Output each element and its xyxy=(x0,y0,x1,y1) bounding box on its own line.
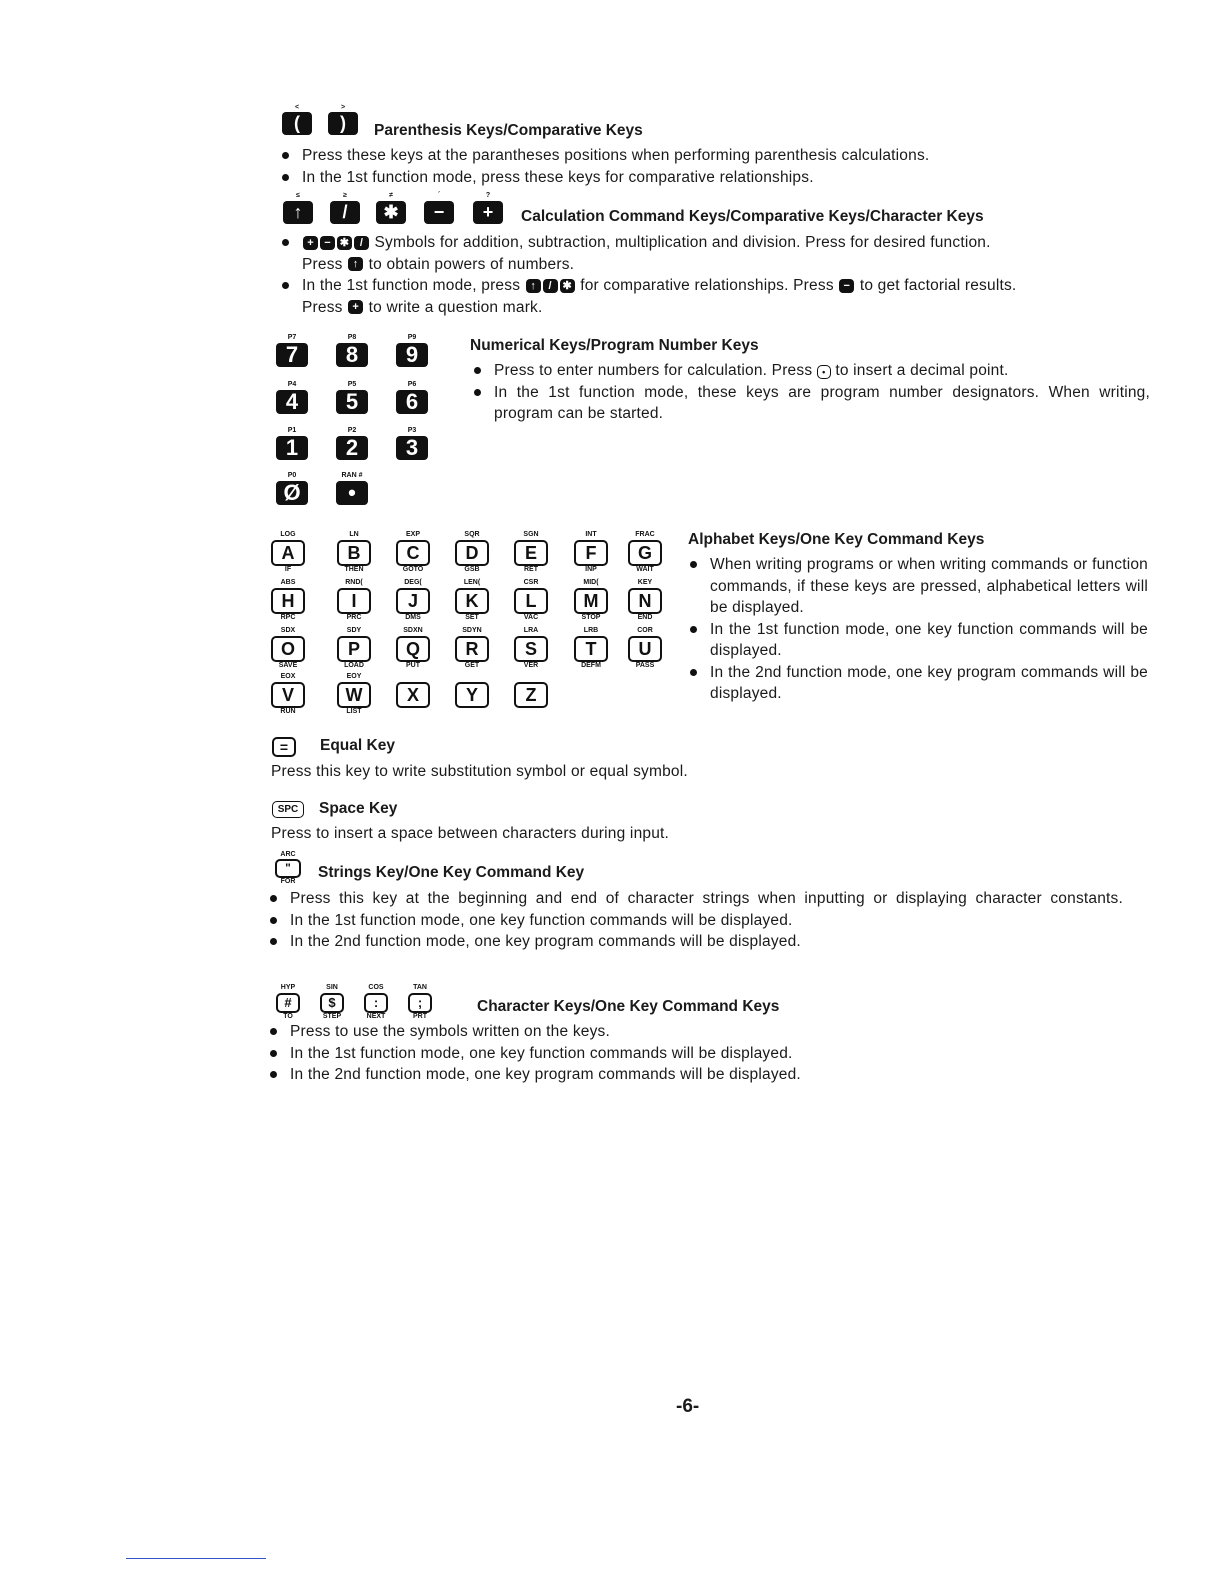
key-upper-label: P2 xyxy=(347,427,357,434)
equal-title: Equal Key xyxy=(320,737,395,754)
char-key-group xyxy=(404,984,436,1022)
ne-key-icon: ✱ xyxy=(560,279,575,293)
key-upper-label: LN xyxy=(349,531,359,538)
number-key-3: 3 xyxy=(396,436,428,460)
letter-key-b: B xyxy=(337,540,371,566)
char-key: # xyxy=(276,993,300,1013)
number-key-1-group xyxy=(275,427,309,460)
number-key-•: • xyxy=(336,481,368,505)
key-upper-label: SDY xyxy=(346,627,362,634)
key-upper-label xyxy=(452,673,492,682)
letter-key-z: Z xyxy=(514,682,548,708)
paren-title: Parenthesis Keys/Comparative Keys xyxy=(374,122,643,139)
key-lower-label: DEFM xyxy=(581,662,601,669)
letter-key-h-group xyxy=(268,579,308,623)
key-lower-label: LOAD xyxy=(344,662,364,669)
letter-key-q-group xyxy=(393,627,433,671)
letter-key-c-group xyxy=(393,531,433,575)
number-key-3-group xyxy=(395,427,429,460)
key-upper-label: P1 xyxy=(287,427,297,434)
bullet: Press to use the symbols written on the keys. xyxy=(268,1021,1148,1043)
multiply-key-icon: ✱ xyxy=(337,236,352,250)
bullet-text: to get factorial results. xyxy=(859,277,1017,294)
char-key-group xyxy=(316,984,348,1022)
char-key: $ xyxy=(320,993,344,1013)
letter-key-g-group xyxy=(625,531,665,575)
letter-key-d-group xyxy=(452,531,492,575)
bullet-text: for comparative relationships. Press xyxy=(580,277,834,294)
letter-key-n: N xyxy=(628,588,662,614)
open-paren-key: ( xyxy=(282,112,312,135)
space-key: SPC xyxy=(272,801,304,818)
key-upper-label: LRA xyxy=(523,627,539,634)
letter-key-p: P xyxy=(337,636,371,662)
key-lower-label: PRT xyxy=(413,1013,427,1020)
key-lower-label: END xyxy=(637,614,653,621)
key-upper-label: ? xyxy=(485,192,491,199)
chars-title: Character Keys/One Key Command Keys xyxy=(477,998,780,1015)
key-upper-label: LRB xyxy=(583,627,599,634)
key-upper-label xyxy=(393,673,433,682)
page-number: -6- xyxy=(676,1396,700,1417)
paren-bullets xyxy=(280,145,1160,188)
key-lower-label: VAC xyxy=(523,614,539,621)
key-lower-label: RUN xyxy=(280,708,296,715)
key-upper-label: EXP xyxy=(405,531,420,538)
calc-key: + xyxy=(473,201,503,224)
key-lower-label: RET xyxy=(524,566,538,573)
key-upper-label: INT xyxy=(585,531,597,538)
number-key-2-group xyxy=(335,427,369,460)
key-upper-label: COS xyxy=(368,984,384,991)
key-upper-label: SDX xyxy=(280,627,296,634)
letter-key-e: E xyxy=(514,540,548,566)
bullet: In the 1st function mode, one key function commands will be displayed. xyxy=(688,619,1148,662)
calc-key-group xyxy=(471,192,505,224)
key-lower-label: THEN xyxy=(344,566,364,573)
key-lower-label: SET xyxy=(465,614,479,621)
strings-title: Strings Key/One Key Command Key xyxy=(318,864,585,881)
question-key-icon: + xyxy=(348,300,363,314)
letter-key-v: V xyxy=(271,682,305,708)
letter-key-h: H xyxy=(271,588,305,614)
key-lower-label: SAVE xyxy=(278,662,298,669)
key-upper-label: EOY xyxy=(346,673,362,680)
letter-key-o-group xyxy=(268,627,308,671)
number-key-6: 6 xyxy=(396,390,428,414)
letter-key-x: X xyxy=(396,682,430,708)
letter-key-k-group xyxy=(452,579,492,623)
number-key-Ø-group xyxy=(275,472,309,505)
equal-text: Press this key to write substitution symbol or equal symbol. xyxy=(271,763,688,780)
strings-key-group xyxy=(273,851,303,886)
bullet: In the 1st function mode, one key function commands will be displayed. xyxy=(268,1043,1148,1065)
key-lower-label: GOTO xyxy=(402,566,424,573)
bullet: In the 2nd function mode, one key program commands will be displayed. xyxy=(268,1064,1148,1086)
bullet-text: Press to enter numbers for calculation. Press xyxy=(494,362,813,379)
bullet: Press this key at the beginning and end of character strings when inputting or displaying character constants. xyxy=(268,888,1148,910)
footer-rule xyxy=(126,1558,266,1559)
calc-key: − xyxy=(424,201,454,224)
key-upper-label: ≤ xyxy=(296,192,300,199)
numeric-bullets xyxy=(472,360,1150,425)
key-upper-label: SIN xyxy=(326,984,338,991)
space-title: Space Key xyxy=(319,800,398,817)
bullet xyxy=(280,275,1160,318)
key-upper-label: TAN xyxy=(413,984,427,991)
key-upper-label: P4 xyxy=(287,381,297,388)
key-upper-label: ARC xyxy=(280,851,296,858)
number-key-7-group xyxy=(275,334,309,367)
key-upper-label: FRAC xyxy=(635,531,655,538)
key-lower-label: PRC xyxy=(346,614,362,621)
bullet-text: Symbols for addition, subtraction, multiplication and division. Press for desired function. xyxy=(374,234,991,251)
key-upper-label: P7 xyxy=(287,334,297,341)
letter-key-g: G xyxy=(628,540,662,566)
equal-key: = xyxy=(272,737,296,757)
letter-key-r-group xyxy=(452,627,492,671)
key-lower-label: PUT xyxy=(406,662,420,669)
key-upper-label: KEY xyxy=(637,579,653,586)
key-upper-label: COR xyxy=(637,627,653,634)
space-text: Press to insert a space between characters during input. xyxy=(271,825,670,842)
letter-key-l-group xyxy=(511,579,551,623)
number-key-9-group xyxy=(395,334,429,367)
le-key-icon: ↑ xyxy=(526,279,541,293)
char-key: ; xyxy=(408,993,432,1013)
power-key-icon: ↑ xyxy=(348,257,363,271)
key-lower-label: GSB xyxy=(464,566,480,573)
key-upper-label: RND( xyxy=(345,579,363,586)
letter-key-t-group xyxy=(571,627,611,671)
number-key-•-group xyxy=(335,472,369,505)
calc-key: / xyxy=(330,201,360,224)
strings-bullets xyxy=(268,888,1148,953)
number-key-5-group xyxy=(335,381,369,414)
key-upper-label: ≠ xyxy=(389,192,393,199)
calc-key: ↑ xyxy=(283,201,313,224)
key-upper-label: ´ xyxy=(437,192,441,199)
minus-key-icon: − xyxy=(320,236,335,250)
letter-key-n-group xyxy=(625,579,665,623)
calc-title: Calculation Command Keys/Comparative Keys/Character Keys xyxy=(521,208,984,225)
letter-key-e-group xyxy=(511,531,551,575)
char-key: : xyxy=(364,993,388,1013)
key-lower-label: STEP xyxy=(322,1013,342,1020)
key-lower-label: IF xyxy=(284,566,292,573)
key-lower-label: GET xyxy=(464,662,480,669)
number-key-6-group xyxy=(395,381,429,414)
divide-key-icon: / xyxy=(354,236,369,250)
factorial-key-icon: − xyxy=(839,279,854,293)
letter-key-b-group xyxy=(334,531,374,575)
letter-key-y-group xyxy=(452,673,492,717)
number-key-4-group xyxy=(275,381,309,414)
bullet-text: In the 1st function mode, press xyxy=(302,277,521,294)
key-lower-label: VER xyxy=(523,662,539,669)
calc-key-group xyxy=(422,192,456,224)
letter-key-u-group xyxy=(625,627,665,671)
key-upper-label xyxy=(511,673,551,682)
bullet-text: to insert a decimal point. xyxy=(835,362,1009,379)
letter-key-i-group xyxy=(334,579,374,623)
alpha-title: Alphabet Keys/One Key Command Keys xyxy=(688,531,985,548)
number-key-8-group xyxy=(335,334,369,367)
letter-key-o: O xyxy=(271,636,305,662)
number-key-4: 4 xyxy=(276,390,308,414)
calc-key-group xyxy=(281,192,315,224)
key-upper-label: MID( xyxy=(583,579,599,586)
key-upper-label: ≥ xyxy=(343,192,347,199)
bullet: When writing programs or when writing commands or function commands, if these keys are pressed, alphabetical letters will be displayed. xyxy=(688,554,1148,619)
key-upper-label: P8 xyxy=(347,334,357,341)
key-lower-label: FOR xyxy=(280,878,296,885)
bullet xyxy=(280,232,1160,275)
alpha-bullets xyxy=(688,554,1148,705)
letter-key-q: Q xyxy=(396,636,430,662)
letter-key-s: S xyxy=(514,636,548,662)
bullet: In the 1st function mode, these keys are program number designators. When writing, program can be started. xyxy=(472,382,1150,425)
letter-key-p-group xyxy=(334,627,374,671)
key-upper-label: P0 xyxy=(287,472,297,479)
key-upper-label: RAN # xyxy=(341,472,363,479)
letter-key-m-group xyxy=(571,579,611,623)
letter-key-f: F xyxy=(574,540,608,566)
char-key-group xyxy=(360,984,392,1022)
letter-key-y: Y xyxy=(455,682,489,708)
letter-key-f-group xyxy=(571,531,611,575)
letter-key-t: T xyxy=(574,636,608,662)
key-upper-label: P3 xyxy=(407,427,417,434)
bullet xyxy=(472,360,1150,382)
calc-key-group xyxy=(328,192,362,224)
chars-bullets xyxy=(268,1021,1148,1086)
letter-key-s-group xyxy=(511,627,551,671)
number-key-7: 7 xyxy=(276,343,308,367)
number-key-Ø: Ø xyxy=(276,481,308,505)
key-upper-label: HYP xyxy=(280,984,296,991)
key-lower-label: INP xyxy=(585,566,597,573)
key-upper-label: SDXN xyxy=(403,627,423,634)
bullet: In the 2nd function mode, one key program commands will be displayed. xyxy=(688,662,1148,705)
calc-bullets xyxy=(280,232,1160,318)
key-upper-label: CSR xyxy=(523,579,539,586)
plus-key-icon: + xyxy=(303,236,318,250)
letter-key-a-group xyxy=(268,531,308,575)
letter-key-z-group xyxy=(511,673,551,717)
key-upper-label: SQR xyxy=(464,531,480,538)
letter-key-v-group xyxy=(268,673,308,717)
key-upper-label: P9 xyxy=(407,334,417,341)
key-lower-label xyxy=(393,708,433,717)
key-lower-label xyxy=(452,708,492,717)
letter-key-a: A xyxy=(271,540,305,566)
number-key-2: 2 xyxy=(336,436,368,460)
strings-key: " xyxy=(275,859,301,878)
decimal-key-icon: • xyxy=(817,365,831,379)
bullet: In the 1st function mode, press these keys for comparative relationships. xyxy=(280,167,1160,189)
key-upper-label: LOG xyxy=(280,531,296,538)
key-lower-label xyxy=(511,708,551,717)
bullet-text: Press xyxy=(302,298,343,316)
number-key-9: 9 xyxy=(396,343,428,367)
key-lower-label: LIST xyxy=(346,708,362,715)
key-upper-label: DEG( xyxy=(404,579,422,586)
key-upper-label: P5 xyxy=(347,381,357,388)
letter-key-d: D xyxy=(455,540,489,566)
letter-key-w-group xyxy=(334,673,374,717)
key-upper-label: SDYN xyxy=(462,627,482,634)
key-lower-label: TO xyxy=(283,1013,293,1020)
letter-key-k: K xyxy=(455,588,489,614)
key-upper-label: EOX xyxy=(280,673,296,680)
char-key-group xyxy=(272,984,304,1022)
key-lower-label: WAIT xyxy=(636,566,654,573)
letter-key-j: J xyxy=(396,588,430,614)
calc-key: ✱ xyxy=(376,201,406,224)
letter-key-r: R xyxy=(455,636,489,662)
bullet-text: Press xyxy=(302,255,343,273)
bullet-text: to obtain powers of numbers. xyxy=(368,255,575,273)
close-paren-key: ) xyxy=(328,112,358,135)
letter-key-l: L xyxy=(514,588,548,614)
key-lower-label: DMS xyxy=(405,614,421,621)
bullet: In the 2nd function mode, one key program commands will be displayed. xyxy=(268,931,1148,953)
key-upper-label: < xyxy=(294,104,300,111)
key-upper-label: P6 xyxy=(407,381,417,388)
key-lower-label: NEXT xyxy=(366,1013,386,1020)
bullet: In the 1st function mode, one key function commands will be displayed. xyxy=(268,910,1148,932)
key-upper-label: SGN xyxy=(523,531,539,538)
key-lower-label: PASS xyxy=(635,662,655,669)
key-upper-label: ABS xyxy=(280,579,296,586)
key-lower-label: STOP xyxy=(581,614,601,621)
calc-key-group xyxy=(374,192,408,224)
key-lower-label: RPC xyxy=(280,614,296,621)
letter-key-i: I xyxy=(337,588,371,614)
key-upper-label: > xyxy=(340,104,346,111)
letter-key-j-group xyxy=(393,579,433,623)
numeric-title: Numerical Keys/Program Number Keys xyxy=(470,337,759,354)
ge-key-icon: / xyxy=(543,279,558,293)
bullet-text: to write a question mark. xyxy=(368,298,543,316)
letter-key-x-group xyxy=(393,673,433,717)
key-upper-label: LEN( xyxy=(463,579,481,586)
number-key-8: 8 xyxy=(336,343,368,367)
letter-key-u: U xyxy=(628,636,662,662)
letter-key-w: W xyxy=(337,682,371,708)
number-key-5: 5 xyxy=(336,390,368,414)
letter-key-m: M xyxy=(574,588,608,614)
letter-key-c: C xyxy=(396,540,430,566)
bullet: Press these keys at the parantheses positions when performing parenthesis calculations. xyxy=(280,145,1160,167)
number-key-1: 1 xyxy=(276,436,308,460)
